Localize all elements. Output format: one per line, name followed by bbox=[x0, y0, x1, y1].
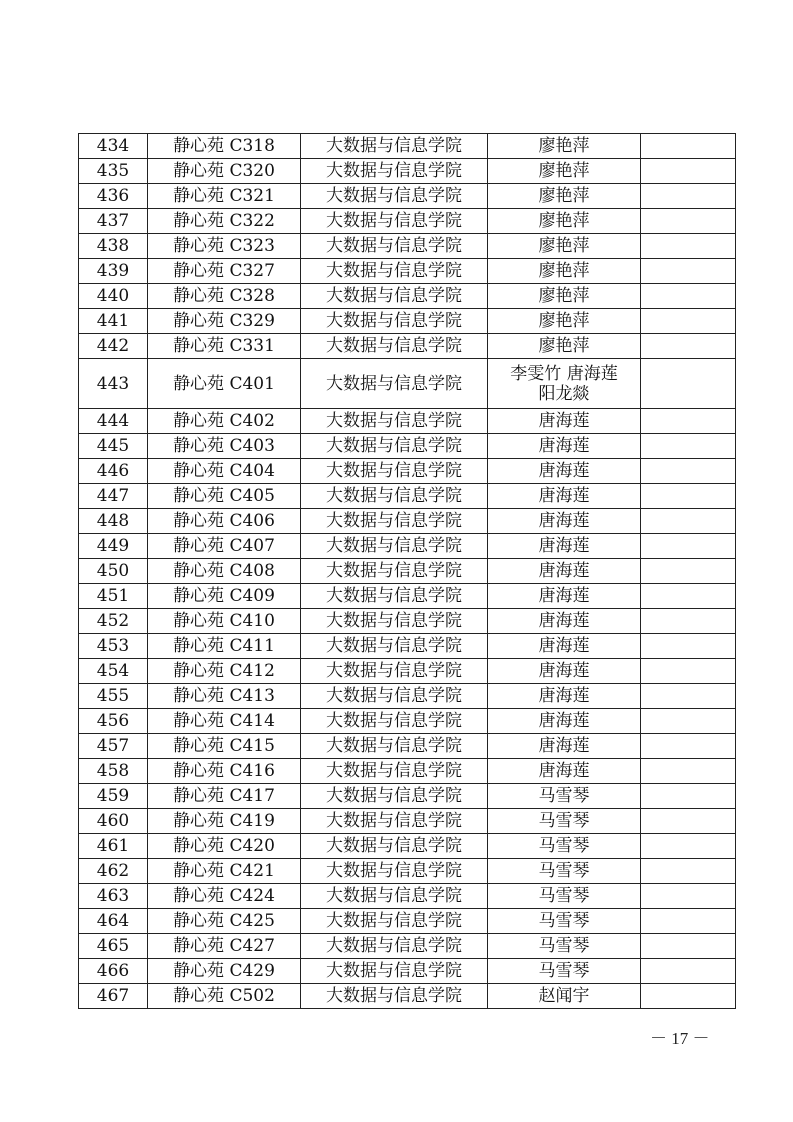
room-cell: 静心苑 C417 bbox=[148, 784, 301, 809]
table-row bbox=[79, 509, 736, 534]
room-cell: 静心苑 C425 bbox=[148, 909, 301, 934]
table-row bbox=[79, 584, 736, 609]
college-cell: 大数据与信息学院 bbox=[301, 534, 488, 559]
row-number-cell: 462 bbox=[79, 859, 148, 884]
room-cell: 静心苑 C412 bbox=[148, 659, 301, 684]
college-cell: 大数据与信息学院 bbox=[301, 309, 488, 334]
row-number-cell: 461 bbox=[79, 834, 148, 859]
college-cell: 大数据与信息学院 bbox=[301, 184, 488, 209]
staff-cell: 唐海莲 bbox=[488, 609, 641, 634]
table-row bbox=[79, 234, 736, 259]
table-row bbox=[79, 709, 736, 734]
table-row bbox=[79, 559, 736, 584]
college-cell: 大数据与信息学院 bbox=[301, 684, 488, 709]
room-cell: 静心苑 C429 bbox=[148, 959, 301, 984]
row-number-cell: 442 bbox=[79, 334, 148, 359]
college-cell: 大数据与信息学院 bbox=[301, 459, 488, 484]
note-cell bbox=[641, 984, 736, 1009]
table-row bbox=[79, 409, 736, 434]
table-row bbox=[79, 459, 736, 484]
table-row bbox=[79, 734, 736, 759]
table-row bbox=[79, 134, 736, 159]
row-number-cell: 440 bbox=[79, 284, 148, 309]
note-cell bbox=[641, 359, 736, 409]
room-cell: 静心苑 C406 bbox=[148, 509, 301, 534]
college-cell: 大数据与信息学院 bbox=[301, 559, 488, 584]
room-cell: 静心苑 C415 bbox=[148, 734, 301, 759]
college-cell: 大数据与信息学院 bbox=[301, 834, 488, 859]
college-cell: 大数据与信息学院 bbox=[301, 434, 488, 459]
table-row bbox=[79, 859, 736, 884]
note-cell bbox=[641, 484, 736, 509]
room-cell: 静心苑 C407 bbox=[148, 534, 301, 559]
college-cell: 大数据与信息学院 bbox=[301, 284, 488, 309]
note-cell bbox=[641, 709, 736, 734]
note-cell bbox=[641, 334, 736, 359]
staff-cell: 唐海莲 bbox=[488, 534, 641, 559]
staff-cell: 廖艳萍 bbox=[488, 284, 641, 309]
room-cell: 静心苑 C409 bbox=[148, 584, 301, 609]
table-row bbox=[79, 534, 736, 559]
staff-cell: 马雪琴 bbox=[488, 809, 641, 834]
note-cell bbox=[641, 234, 736, 259]
table-row bbox=[79, 909, 736, 934]
room-cell: 静心苑 C404 bbox=[148, 459, 301, 484]
staff-cell: 廖艳萍 bbox=[488, 334, 641, 359]
staff-cell: 廖艳萍 bbox=[488, 309, 641, 334]
note-cell bbox=[641, 884, 736, 909]
college-cell: 大数据与信息学院 bbox=[301, 584, 488, 609]
table-row bbox=[79, 184, 736, 209]
row-number-cell: 453 bbox=[79, 634, 148, 659]
table-row bbox=[79, 334, 736, 359]
note-cell bbox=[641, 809, 736, 834]
college-cell: 大数据与信息学院 bbox=[301, 709, 488, 734]
row-number-cell: 456 bbox=[79, 709, 148, 734]
staff-cell: 唐海莲 bbox=[488, 634, 641, 659]
staff-cell: 马雪琴 bbox=[488, 859, 641, 884]
note-cell bbox=[641, 259, 736, 284]
room-cell: 静心苑 C320 bbox=[148, 159, 301, 184]
row-number-cell: 437 bbox=[79, 209, 148, 234]
staff-cell: 马雪琴 bbox=[488, 884, 641, 909]
room-cell: 静心苑 C424 bbox=[148, 884, 301, 909]
college-cell: 大数据与信息学院 bbox=[301, 984, 488, 1009]
staff-cell: 唐海莲 bbox=[488, 659, 641, 684]
staff-cell bbox=[488, 359, 641, 409]
row-number-cell: 452 bbox=[79, 609, 148, 634]
room-cell: 静心苑 C419 bbox=[148, 809, 301, 834]
note-cell bbox=[641, 834, 736, 859]
table-row bbox=[79, 784, 736, 809]
college-cell: 大数据与信息学院 bbox=[301, 409, 488, 434]
table-body bbox=[79, 134, 736, 1009]
row-number-cell: 458 bbox=[79, 759, 148, 784]
table-row bbox=[79, 359, 736, 409]
row-number-cell: 463 bbox=[79, 884, 148, 909]
staff-cell: 廖艳萍 bbox=[488, 134, 641, 159]
row-number-cell: 465 bbox=[79, 934, 148, 959]
room-cell: 静心苑 C401 bbox=[148, 359, 301, 409]
staff-cell: 马雪琴 bbox=[488, 909, 641, 934]
table-row bbox=[79, 309, 736, 334]
note-cell bbox=[641, 134, 736, 159]
room-cell: 静心苑 C414 bbox=[148, 709, 301, 734]
room-cell: 静心苑 C318 bbox=[148, 134, 301, 159]
college-cell: 大数据与信息学院 bbox=[301, 659, 488, 684]
row-number-cell: 443 bbox=[79, 359, 148, 409]
staff-cell: 唐海莲 bbox=[488, 409, 641, 434]
college-cell: 大数据与信息学院 bbox=[301, 509, 488, 534]
table-row bbox=[79, 934, 736, 959]
room-cell: 静心苑 C405 bbox=[148, 484, 301, 509]
college-cell: 大数据与信息学院 bbox=[301, 134, 488, 159]
table-row bbox=[79, 209, 736, 234]
college-cell: 大数据与信息学院 bbox=[301, 259, 488, 284]
staff-cell: 马雪琴 bbox=[488, 959, 641, 984]
table-row bbox=[79, 884, 736, 909]
room-cell: 静心苑 C502 bbox=[148, 984, 301, 1009]
note-cell bbox=[641, 559, 736, 584]
staff-cell: 廖艳萍 bbox=[488, 159, 641, 184]
note-cell bbox=[641, 459, 736, 484]
row-number-cell: 434 bbox=[79, 134, 148, 159]
note-cell bbox=[641, 309, 736, 334]
note-cell bbox=[641, 184, 736, 209]
room-cell: 静心苑 C331 bbox=[148, 334, 301, 359]
note-cell bbox=[641, 209, 736, 234]
note-cell bbox=[641, 609, 736, 634]
college-cell: 大数据与信息学院 bbox=[301, 359, 488, 409]
note-cell bbox=[641, 409, 736, 434]
staff-cell: 唐海莲 bbox=[488, 484, 641, 509]
staff-cell: 唐海莲 bbox=[488, 559, 641, 584]
note-cell bbox=[641, 759, 736, 784]
room-cell: 静心苑 C411 bbox=[148, 634, 301, 659]
table-row bbox=[79, 759, 736, 784]
row-number-cell: 455 bbox=[79, 684, 148, 709]
room-cell: 静心苑 C421 bbox=[148, 859, 301, 884]
room-cell: 静心苑 C410 bbox=[148, 609, 301, 634]
row-number-cell: 466 bbox=[79, 959, 148, 984]
room-cell: 静心苑 C427 bbox=[148, 934, 301, 959]
college-cell: 大数据与信息学院 bbox=[301, 809, 488, 834]
table-row bbox=[79, 434, 736, 459]
row-number-cell: 448 bbox=[79, 509, 148, 534]
row-number-cell: 435 bbox=[79, 159, 148, 184]
college-cell: 大数据与信息学院 bbox=[301, 859, 488, 884]
note-cell bbox=[641, 909, 736, 934]
row-number-cell: 447 bbox=[79, 484, 148, 509]
table-row bbox=[79, 959, 736, 984]
staff-cell: 唐海莲 bbox=[488, 734, 641, 759]
note-cell bbox=[641, 434, 736, 459]
note-cell bbox=[641, 959, 736, 984]
note-cell bbox=[641, 784, 736, 809]
note-cell bbox=[641, 684, 736, 709]
table-row bbox=[79, 284, 736, 309]
staff-cell: 廖艳萍 bbox=[488, 259, 641, 284]
row-number-cell: 450 bbox=[79, 559, 148, 584]
row-number-cell: 464 bbox=[79, 909, 148, 934]
page-number: － 17 － bbox=[650, 1029, 710, 1048]
college-cell: 大数据与信息学院 bbox=[301, 234, 488, 259]
room-cell: 静心苑 C329 bbox=[148, 309, 301, 334]
staff-cell: 廖艳萍 bbox=[488, 184, 641, 209]
table-row bbox=[79, 984, 736, 1009]
college-cell: 大数据与信息学院 bbox=[301, 159, 488, 184]
staff-line: 阳龙燚 bbox=[538, 383, 590, 404]
row-number-cell: 467 bbox=[79, 984, 148, 1009]
table-row bbox=[79, 634, 736, 659]
table-row bbox=[79, 809, 736, 834]
note-cell bbox=[641, 859, 736, 884]
staff-cell: 马雪琴 bbox=[488, 934, 641, 959]
table-row bbox=[79, 684, 736, 709]
college-cell: 大数据与信息学院 bbox=[301, 734, 488, 759]
staff-cell: 唐海莲 bbox=[488, 584, 641, 609]
row-number-cell: 446 bbox=[79, 459, 148, 484]
table-row bbox=[79, 159, 736, 184]
table-row bbox=[79, 659, 736, 684]
staff-cell: 赵闻宇 bbox=[488, 984, 641, 1009]
row-number-cell: 441 bbox=[79, 309, 148, 334]
note-cell bbox=[641, 509, 736, 534]
college-cell: 大数据与信息学院 bbox=[301, 759, 488, 784]
college-cell: 大数据与信息学院 bbox=[301, 909, 488, 934]
college-cell: 大数据与信息学院 bbox=[301, 209, 488, 234]
room-cell: 静心苑 C328 bbox=[148, 284, 301, 309]
staff-cell: 廖艳萍 bbox=[488, 234, 641, 259]
staff-cell: 唐海莲 bbox=[488, 684, 641, 709]
room-cell: 静心苑 C408 bbox=[148, 559, 301, 584]
staff-cell: 唐海莲 bbox=[488, 509, 641, 534]
dormitory-assignment-table bbox=[78, 133, 736, 1009]
room-cell: 静心苑 C322 bbox=[148, 209, 301, 234]
row-number-cell: 454 bbox=[79, 659, 148, 684]
row-number-cell: 459 bbox=[79, 784, 148, 809]
note-cell bbox=[641, 534, 736, 559]
college-cell: 大数据与信息学院 bbox=[301, 884, 488, 909]
row-number-cell: 449 bbox=[79, 534, 148, 559]
note-cell bbox=[641, 659, 736, 684]
room-cell: 静心苑 C327 bbox=[148, 259, 301, 284]
room-cell: 静心苑 C403 bbox=[148, 434, 301, 459]
staff-cell: 唐海莲 bbox=[488, 709, 641, 734]
staff-line: 李雯竹 唐海莲 bbox=[510, 363, 618, 384]
college-cell: 大数据与信息学院 bbox=[301, 934, 488, 959]
staff-cell: 马雪琴 bbox=[488, 834, 641, 859]
staff-cell: 唐海莲 bbox=[488, 459, 641, 484]
table-row bbox=[79, 834, 736, 859]
row-number-cell: 438 bbox=[79, 234, 148, 259]
staff-cell: 唐海莲 bbox=[488, 759, 641, 784]
note-cell bbox=[641, 284, 736, 309]
room-cell: 静心苑 C420 bbox=[148, 834, 301, 859]
staff-cell: 唐海莲 bbox=[488, 434, 641, 459]
college-cell: 大数据与信息学院 bbox=[301, 784, 488, 809]
table-row bbox=[79, 484, 736, 509]
row-number-cell: 457 bbox=[79, 734, 148, 759]
row-number-cell: 439 bbox=[79, 259, 148, 284]
note-cell bbox=[641, 634, 736, 659]
note-cell bbox=[641, 159, 736, 184]
room-cell: 静心苑 C413 bbox=[148, 684, 301, 709]
row-number-cell: 436 bbox=[79, 184, 148, 209]
row-number-cell: 444 bbox=[79, 409, 148, 434]
table-row bbox=[79, 609, 736, 634]
college-cell: 大数据与信息学院 bbox=[301, 634, 488, 659]
room-cell: 静心苑 C323 bbox=[148, 234, 301, 259]
staff-cell: 廖艳萍 bbox=[488, 209, 641, 234]
room-cell: 静心苑 C402 bbox=[148, 409, 301, 434]
note-cell bbox=[641, 734, 736, 759]
college-cell: 大数据与信息学院 bbox=[301, 959, 488, 984]
staff-cell: 马雪琴 bbox=[488, 784, 641, 809]
college-cell: 大数据与信息学院 bbox=[301, 609, 488, 634]
table-row bbox=[79, 259, 736, 284]
note-cell bbox=[641, 934, 736, 959]
note-cell bbox=[641, 584, 736, 609]
row-number-cell: 451 bbox=[79, 584, 148, 609]
college-cell: 大数据与信息学院 bbox=[301, 334, 488, 359]
room-cell: 静心苑 C321 bbox=[148, 184, 301, 209]
row-number-cell: 460 bbox=[79, 809, 148, 834]
room-cell: 静心苑 C416 bbox=[148, 759, 301, 784]
college-cell: 大数据与信息学院 bbox=[301, 484, 488, 509]
row-number-cell: 445 bbox=[79, 434, 148, 459]
